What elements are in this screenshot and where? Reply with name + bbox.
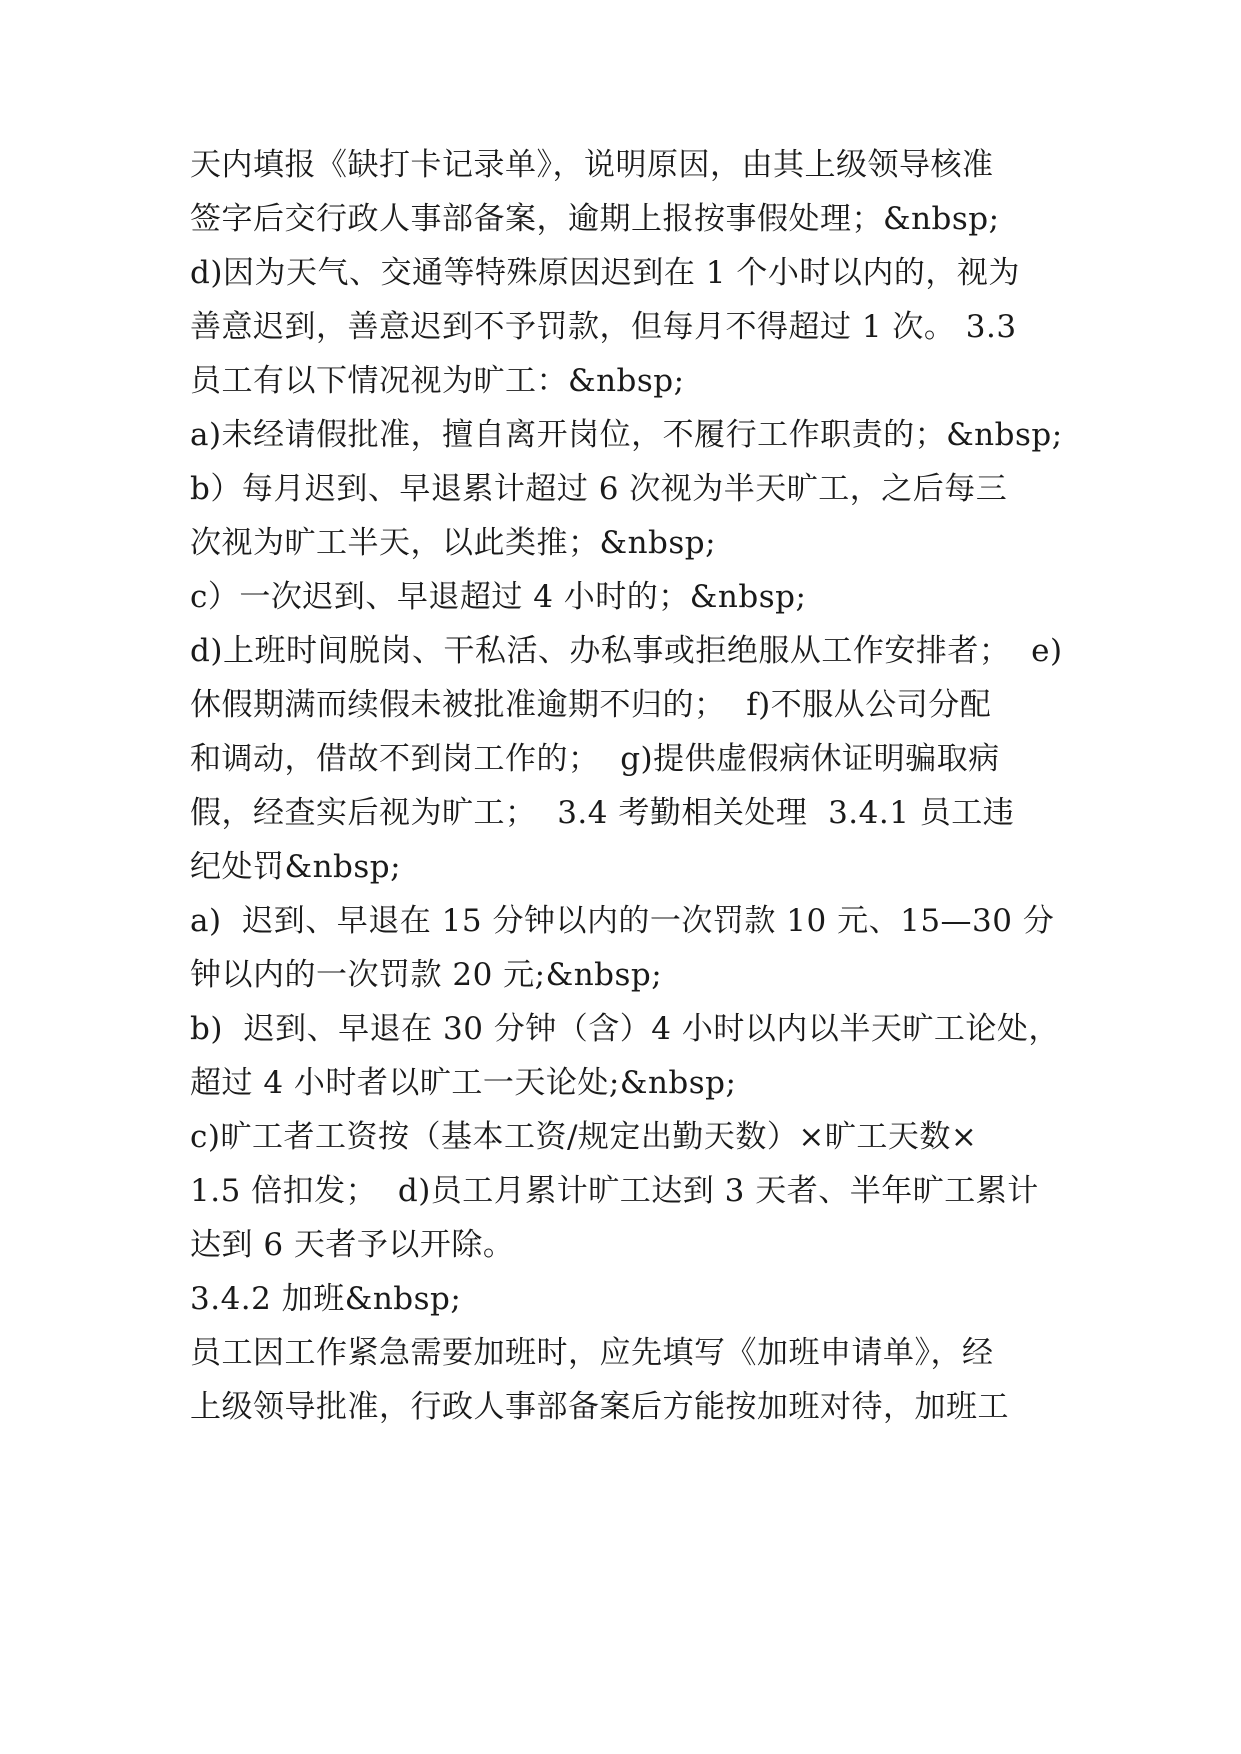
text-line: 纪处罚&nbsp; bbox=[190, 849, 402, 885]
text-line: c）一次迟到、早退超过 4 小时的；&nbsp; bbox=[190, 579, 807, 615]
text-line: 善意迟到，善意迟到不予罚款，但每月不得超过 1 次。 3.3 bbox=[190, 309, 1017, 345]
text-line: 1.5 倍扣发； d)员工月累计旷工达到 3 天者、半年旷工累计 bbox=[190, 1173, 1039, 1209]
text-line: 员工有以下情况视为旷工：&nbsp; bbox=[190, 363, 685, 399]
text-line: 上级领导批准，行政人事部备案后方能按加班对待，加班工 bbox=[190, 1389, 1009, 1425]
text-line: a)未经请假批准，擅自离开岗位，不履行工作职责的；&nbsp; bbox=[190, 417, 1063, 453]
text-line: b）每月迟到、早退累计超过 6 次视为半天旷工，之后每三 bbox=[190, 471, 1008, 507]
text-line: 签字后交行政人事部备案，逾期上报按事假处理；&nbsp; bbox=[190, 201, 1000, 237]
text-line: 3.4.2 加班&nbsp; bbox=[190, 1281, 462, 1317]
text-line: 和调动，借故不到岗工作的； g)提供虚假病休证明骗取病 bbox=[190, 741, 1000, 777]
text-line: 员工因工作紧急需要加班时，应先填写《加班申请单》，经 bbox=[190, 1335, 994, 1371]
text-line: 次视为旷工半天，以此类推；&nbsp; bbox=[190, 525, 717, 561]
text-line: a) 迟到、早退在 15 分钟以内的一次罚款 10 元、15—30 分 bbox=[190, 903, 1055, 939]
text-line: 钟以内的一次罚款 20 元;&nbsp; bbox=[190, 957, 663, 993]
text-line: c)旷工者工资按（基本工资/规定出勤天数）×旷工天数× bbox=[190, 1119, 978, 1155]
text-line: 达到 6 天者予以开除。 bbox=[190, 1227, 515, 1263]
text-line: 天内填报《缺打卡记录单》，说明原因，由其上级领导核准 bbox=[190, 147, 994, 183]
text-line: d)上班时间脱岗、干私活、办私事或拒绝服从工作安排者； e) bbox=[190, 633, 1063, 669]
text-line: 休假期满而续假未被批准逾期不归的； f)不服从公司分配 bbox=[190, 687, 992, 723]
text-line: 假，经查实后视为旷工； 3.4 考勤相关处理 3.4.1 员工违 bbox=[190, 795, 1015, 831]
text-line: d)因为天气、交通等特殊原因迟到在 1 个小时以内的，视为 bbox=[190, 255, 1020, 291]
text-line: b) 迟到、早退在 30 分钟（含）4 小时以内以半天旷工论处， bbox=[190, 1011, 1060, 1047]
text-line: 超过 4 小时者以旷工一天论处;&nbsp; bbox=[190, 1065, 737, 1101]
